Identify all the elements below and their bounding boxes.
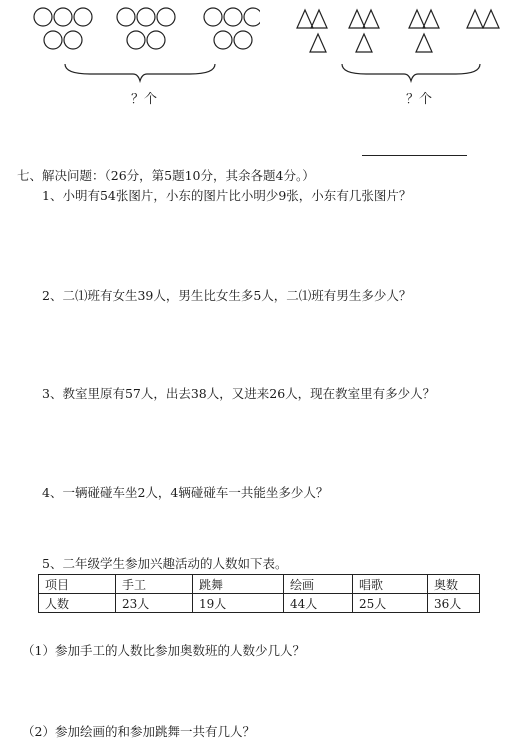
triangle [363,10,379,28]
circle [54,8,72,26]
table-cell: 25人 [353,594,428,613]
circle [34,8,52,26]
question-3: 3、教室里原有57人，出去38人，又进来26人，现在教室里有多少人？ [42,386,436,401]
circle [64,31,82,49]
question-4: 4、一辆碰碰车坐2人，4辆碰碰车一共能坐多少人？ [42,485,329,500]
circle [204,8,222,26]
table-cell: 23人 [116,594,193,613]
subquestion-2: （2）参加绘画的和参加跳舞一共有几人？ [22,724,255,739]
triangles-brace-drawing [294,4,504,94]
circle [234,31,252,49]
triangle [311,10,327,28]
table-cell: 19人 [193,594,284,613]
triangle [423,10,439,28]
circle [244,8,260,26]
triangle [409,10,425,28]
circles-brace-drawing [30,4,260,94]
triangle [297,10,313,28]
left-question-label: ？个 [131,92,158,107]
brace [342,64,480,81]
triangle [483,10,499,28]
table-row [39,594,480,613]
table-cell: 唱歌 [353,575,428,594]
table-cell: 奥数 [428,575,480,594]
question-1: 1、小明有54张图片，小东的图片比小明少9张，小东有几张图片？ [42,188,412,203]
circle [74,8,92,26]
figure-triangles [294,4,504,94]
right-question-label: ？个 [406,92,433,107]
table-cell: 项目 [39,575,116,594]
triangle [467,10,483,28]
section-heading: 七、解决问题：（26分，第5题10分，其余各题4分。） [17,168,315,183]
circle [147,31,165,49]
table-cell: 手工 [116,575,193,594]
subquestion-1: （1）参加手工的人数比参加奥数班的人数少几人？ [22,643,305,658]
triangle [349,10,365,28]
circle [214,31,232,49]
triangle [310,34,326,52]
triangle [416,34,432,52]
question-5: 5、二年级学生参加兴趣活动的人数如下表。 [42,556,288,571]
table-cell: 44人 [284,594,353,613]
table-cell: 跳舞 [193,575,284,594]
brace [65,64,215,81]
circle [127,31,145,49]
circle [157,8,175,26]
table-cell: 人数 [39,594,116,613]
table-row [39,575,480,594]
interest-activity-table [38,574,480,613]
circle [117,8,135,26]
circle [224,8,242,26]
table-cell: 绘画 [284,575,353,594]
circle [44,31,62,49]
triangle [356,34,372,52]
circle [137,8,155,26]
table-cell: 36人 [428,594,480,613]
question-2: 2、二⑴班有女生39人，男生比女生多5人，二⑴班有男生多少人？ [42,288,412,303]
answer-line [362,155,467,156]
figure-circles [30,4,260,94]
